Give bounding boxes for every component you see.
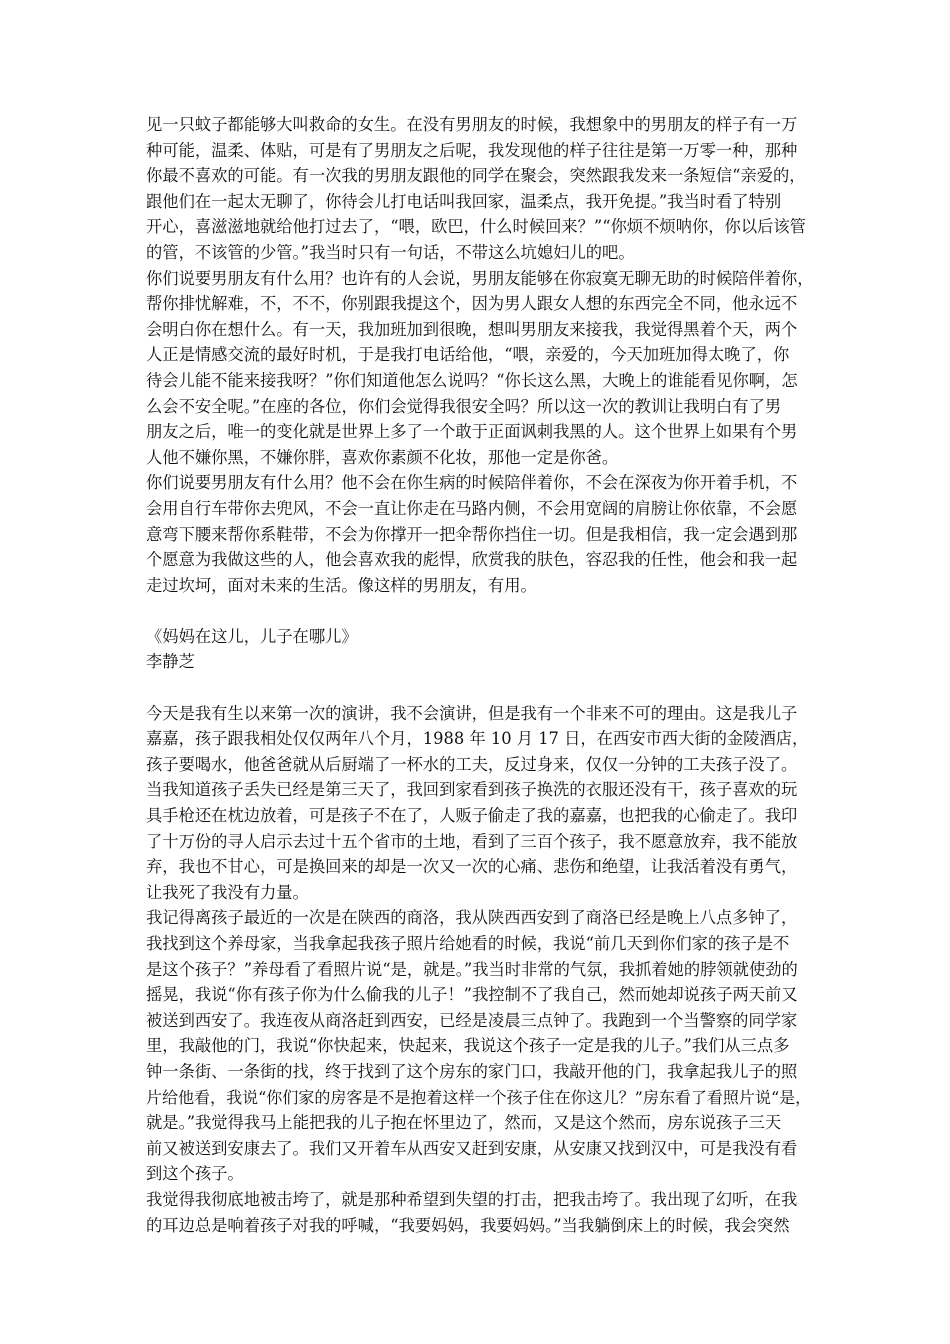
text-line: 孩子要喝水，他爸爸就从后厨端了一杯水的工夫，反过身来，仅仅一分钟的工夫孩子没了。 (146, 754, 798, 774)
text-line: 朋友之后，唯一的变化就是世界上多了一个敢于正面讽刺我黑的人。这个世界上如果有个男 (146, 422, 798, 442)
blank-line (146, 598, 814, 624)
text-line: 个愿意为我做这些的人，他会喜欢我的彪悍，欣赏我的肤色，容忍我的任性，他会和我一起 (146, 550, 798, 570)
blank-line (146, 675, 814, 701)
text-line: 人他不嫌你黑，不嫌你胖，喜欢你素颜不化妆，那他一定是你爸。 (146, 447, 619, 467)
text-line: 片给他看，我说“你们家的房客是不是抱着这样一个孩子住在你这儿？”房东看了看照片说“是， (146, 1087, 812, 1107)
text-line: 意弯下腰来帮你系鞋带，不会为你撑开一把伞帮你挡住一切。但是我相信，我一定会遇到那 (146, 524, 798, 544)
text-line: 会用自行车带你去兜风，不会一直让你走在马路内侧，不会用宽阔的肩膀让你依靠，不会愿 (146, 498, 798, 518)
paragraph (146, 905, 814, 1187)
paragraph (146, 701, 814, 906)
document-page (146, 112, 814, 1238)
speech-title: 《妈妈在这儿，儿子在哪儿》 (146, 626, 358, 646)
text-line: 我找到这个养母家，当我拿起我孩子照片给她看的时候，我说“前几天到你们家的孩子是不 (146, 934, 790, 953)
text-line: 的管，不该管的少管。”我当时只有一句话，不带这么坑媳妇儿的吧。 (146, 242, 635, 262)
text-line: 我记得离孩子最近的一次是在陕西的商洛，我从陕西西安到了商洛已经是晚上八点多钟了， (146, 908, 798, 928)
text-line: 被送到西安了。我连夜从商洛赶到西安，已经是凌晨三点钟了。我跑到一个当警察的同学家 (146, 1010, 798, 1030)
text-line: 待会儿能不能来接我呀？”你们知道他怎么说吗？“你长这么黑，大晚上的谁能看见你啊，怎 (146, 370, 798, 390)
text-line: 我觉得我彻底地被击垮了，就是那种希望到失望的打击，把我击垮了。我出现了幻听，在我 (146, 1189, 798, 1209)
text-line: 到这个孩子。 (146, 1164, 244, 1184)
paragraph (146, 470, 814, 598)
text-line: 了十万份的寻人启示去过十五个省市的土地，看到了三百个孩子，我不愿意放弃，我不能放 (146, 831, 798, 851)
text-line: 帮你排忧解难，不，不不，你别跟我提这个，因为男人跟女人想的东西完全不同，他永远不 (146, 294, 798, 314)
text-line: 让我死了我没有力量。 (146, 882, 309, 902)
text-line: 开心，喜滋滋地就给他打过去了，“喂，欧巴，什么时候回来？”“你烦不烦呐你，你以后该管 (146, 217, 806, 237)
text-line: 走过坎坷，面对未来的生活。像这样的男朋友，有用。 (146, 575, 537, 595)
text-line: 见一只蚊子都能够大叫救命的女生。在没有男朋友的时候，我想象中的男朋友的样子有一万 (146, 115, 798, 134)
text-line: 么会不安全呢。”在座的各位，你们会觉得我很安全吗？所以这一次的教训让我明白有了男 (146, 396, 782, 416)
text-line: 里，我敲他的门，我说“你快起来，快起来，我说这个孩子一定是我的儿子。”我们从三点多 (146, 1036, 790, 1056)
text-line: 钟一条街、一条街的找，终于找到了这个房东的家门口，我敲开他的门，我拿起我儿子的照 (146, 1061, 798, 1081)
paragraph (146, 112, 814, 266)
text-line: 具手枪还在枕边放着，可是孩子不在了，人贩子偷走了我的嘉嘉，也把我的心偷走了。我印 (146, 806, 798, 826)
text-line: 跟他们在一起太无聊了，你待会儿打电话叫我回家，温柔点，我开免提。”我当时看了特别 (146, 191, 782, 211)
text-line: 摇晃，我说“你有孩子你为什么偷我的儿子！”我控制不了我自己，然而她却说孩子两天前又 (146, 985, 798, 1005)
text-line: 种可能，温柔、体贴，可是有了男朋友之后呢，我发现他的样子往往是第一万零一种，那种 (146, 140, 798, 160)
text-line: 弃，我也不甘心，可是换回来的却是一次又一次的心痛、悲伤和绝望，让我活着没有勇气， (146, 857, 798, 877)
text-line: 你们说要男朋友有什么用？也许有的人会说，男朋友能够在你寂寞无聊无助的时候陪伴着你， (146, 268, 814, 288)
text-line: 就是。”我觉得我马上能把我的儿子抱在怀里边了，然而，又是这个然而，房东说孩子三天 (146, 1113, 782, 1133)
text-line: 今天是我有生以来第一次的演讲，我不会演讲，但是我有一个非来不可的理由。这是我儿子 (146, 703, 798, 723)
text-line: 是这个孩子？”养母看了看照片说“是，就是。”我当时非常的气氛，我抓着她的脖领就使劲的 (146, 959, 798, 979)
text-line: 人正是情感交流的最好时机，于是我打电话给他，“喂，亲爱的，今天加班加得太晚了，你 (146, 345, 790, 365)
paragraph (146, 266, 814, 471)
speech-author: 李静芝 (146, 652, 195, 672)
text-line: 当我知道孩子丢失已经是第三天了，我回到家看到孩子换洗的衣服还没有干，孩子喜欢的玩 (146, 780, 798, 800)
text-line: 你最不喜欢的可能。有一次我的男朋友跟他的同学在聚会，突然跟我发来一条短信“亲爱的， (146, 166, 806, 186)
paragraph (146, 1187, 814, 1238)
text-line: 你们说要男朋友有什么用？他不会在你生病的时候陪伴着你，不会在深夜为你开着手机，不 (146, 473, 798, 493)
text-line: 的耳边总是响着孩子对我的呼喊，“我要妈妈，我要妈妈。”当我躺倒床上的时候，我会突然 (146, 1215, 790, 1235)
text-line: 会明白你在想什么。有一天，我加班加到很晚，想叫男朋友来接我，我觉得黑着个天，两个 (146, 319, 798, 339)
text-line: 嘉嘉，孩子跟我相处仅仅两年八个月，1988 年 10 月 17 日，在西安市西大街的金陵酒店， (146, 729, 809, 749)
text-line: 前又被送到安康去了。我们又开着车从西安又赶到安康，从安康又找到汉中，可是我没有看 (146, 1138, 798, 1158)
